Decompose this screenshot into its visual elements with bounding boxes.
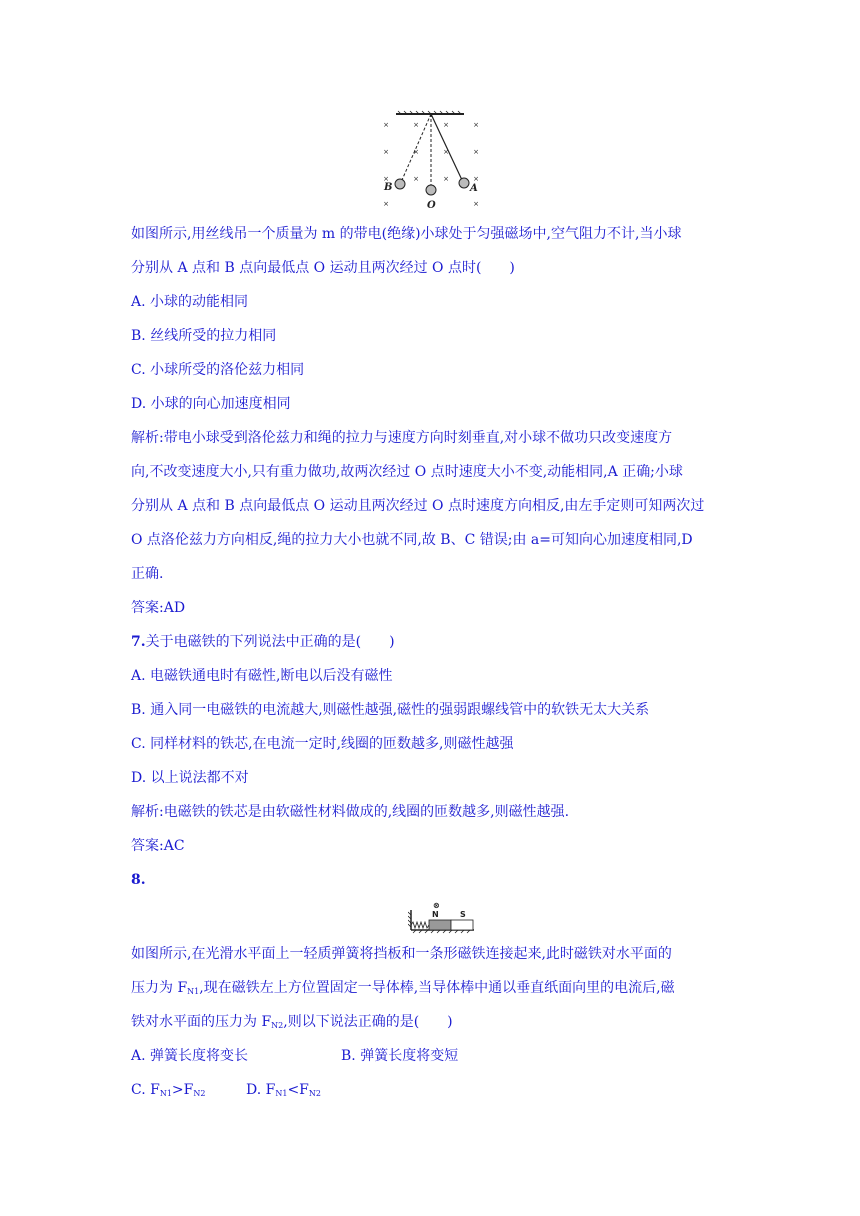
q6-option-b: B. 丝线所受的拉力相同 <box>131 328 277 344</box>
spring <box>411 922 429 928</box>
magnet-s <box>451 920 473 930</box>
q6-analysis-line5: 正确. <box>131 566 164 582</box>
label-o: O <box>427 200 436 211</box>
q8-d-sub2: N2 <box>308 1089 321 1098</box>
field-marker-11: × <box>473 175 479 183</box>
ball-o <box>426 185 436 195</box>
q8-option-a: A. 弹簧长度将变长 <box>131 1048 249 1064</box>
field-marker-1: × <box>413 121 419 129</box>
label-n: N <box>432 910 439 919</box>
q8-option-c <box>131 1080 205 1104</box>
q7-option-a: A. 电磁铁通电时有磁性,断电以后没有磁性 <box>131 668 393 684</box>
q8-l3-b: ,则以下说法正确的是( ) <box>283 1014 453 1030</box>
q7-answer: 答案:AC <box>131 838 185 854</box>
q8-l2-b: ,现在磁铁左上方位置固定一导体棒,当导体棒中通以垂直纸面向里的电流后,磁 <box>199 980 675 996</box>
q7-option-b: B. 通入同一电磁铁的电流越大,则磁性越强,磁性的强弱跟螺线管中的软铁无太大关系 <box>131 702 650 718</box>
q6-analysis-line2: 向,不改变速度大小,只有重力做功,故两次经过 O 点时速度大小不变,动能相同,A 正确;小球 <box>131 464 683 480</box>
q8-l3-sub: N2 <box>271 1021 284 1030</box>
label-a: A <box>470 183 478 194</box>
q8-stem-line1: 如图所示,在光滑水平面上一轻质弹簧将挡板和一条形磁铁连接起来,此时磁铁对水平面的 <box>131 946 672 962</box>
field-marker-12: × <box>383 200 389 208</box>
label-b: B <box>384 182 393 193</box>
current-into-page-icon: ⊗ <box>433 901 440 910</box>
q8-c-sub2: N2 <box>193 1089 206 1098</box>
q7-option-d: D. 以上说法都不对 <box>131 770 249 786</box>
q8-l2-a: 压力为 F <box>131 980 188 996</box>
q6-analysis-line4: O 点洛伦兹力方向相反,绳的拉力大小也就不同,故 B、C 错误;由 a=可知向心加速度相同,D <box>131 532 693 548</box>
spring-magnet-figure <box>408 900 476 936</box>
q8-d-prefix: D. F <box>246 1082 276 1098</box>
q8-stem-line3 <box>131 1012 453 1036</box>
q8-c-sub1: N1 <box>159 1089 172 1098</box>
q6-stem-line1: 如图所示,用丝线吊一个质量为 m 的带电(绝缘)小球处于匀强磁场中,空气阻力不计,当小球 <box>131 226 682 242</box>
q7-number: 7. <box>131 634 146 650</box>
field-marker-7: × <box>473 148 479 156</box>
q8-l2-sub: N1 <box>187 987 200 996</box>
field-marker-8: × <box>383 175 389 183</box>
field-marker-13: × <box>473 200 479 208</box>
q8-l3-a: 铁对水平面的压力为 F <box>131 1014 272 1030</box>
label-s: S <box>460 910 466 919</box>
field-marker-5: × <box>413 148 419 156</box>
field-marker-10: × <box>443 175 449 183</box>
q6-option-a: A. 小球的动能相同 <box>131 294 249 310</box>
ball-b <box>395 179 405 189</box>
q6-analysis-line1: 解析:带电小球受到洛伦兹力和绳的拉力与速度方向时刻垂直,对小球不做功只改变速度方 <box>131 430 673 446</box>
q8-option-d <box>246 1080 321 1104</box>
q8-c-prefix: C. F <box>131 1082 160 1098</box>
q6-analysis-line3: 分别从 A 点和 B 点向最低点 O 运动且两次经过 O 点时速度方向相反,由左手定则可知两次过 <box>131 498 705 514</box>
q7-analysis: 解析:电磁铁的铁芯是由软磁性材料做成的,线圈的匝数越多,则磁性越强. <box>131 804 570 820</box>
q7-option-c: C. 同样材料的铁芯,在电流一定时,线圈的匝数越多,则磁性越强 <box>131 736 514 752</box>
field-marker-3: × <box>473 121 479 129</box>
field-marker-4: × <box>383 148 389 156</box>
q8-d-sub1: N1 <box>275 1089 288 1098</box>
q8-c-rel: >F <box>171 1082 194 1098</box>
field-marker-0: × <box>383 121 389 129</box>
ball-a <box>459 178 469 188</box>
q8-d-rel: <F <box>287 1082 309 1098</box>
q8-number: 8. <box>131 872 146 888</box>
q6-stem-line2: 分别从 A 点和 B 点向最低点 O 运动且两次经过 O 点时( ) <box>131 260 515 276</box>
q8-option-b: B. 弹簧长度将变短 <box>341 1048 459 1064</box>
q7-stem-text: 关于电磁铁的下列说法中正确的是( ) <box>145 634 395 650</box>
q6-option-c: C. 小球所受的洛伦兹力相同 <box>131 362 305 378</box>
field-marker-9: × <box>413 175 419 183</box>
q7-stem <box>131 632 395 652</box>
pendulum-figure <box>378 110 484 212</box>
field-marker-6: × <box>443 148 449 156</box>
magnet-n <box>429 920 451 930</box>
q6-answer: 答案:AD <box>131 600 186 616</box>
q6-option-d: D. 小球的向心加速度相同 <box>131 396 291 412</box>
q8-stem-line2 <box>131 978 675 1002</box>
field-marker-2: × <box>443 121 449 129</box>
